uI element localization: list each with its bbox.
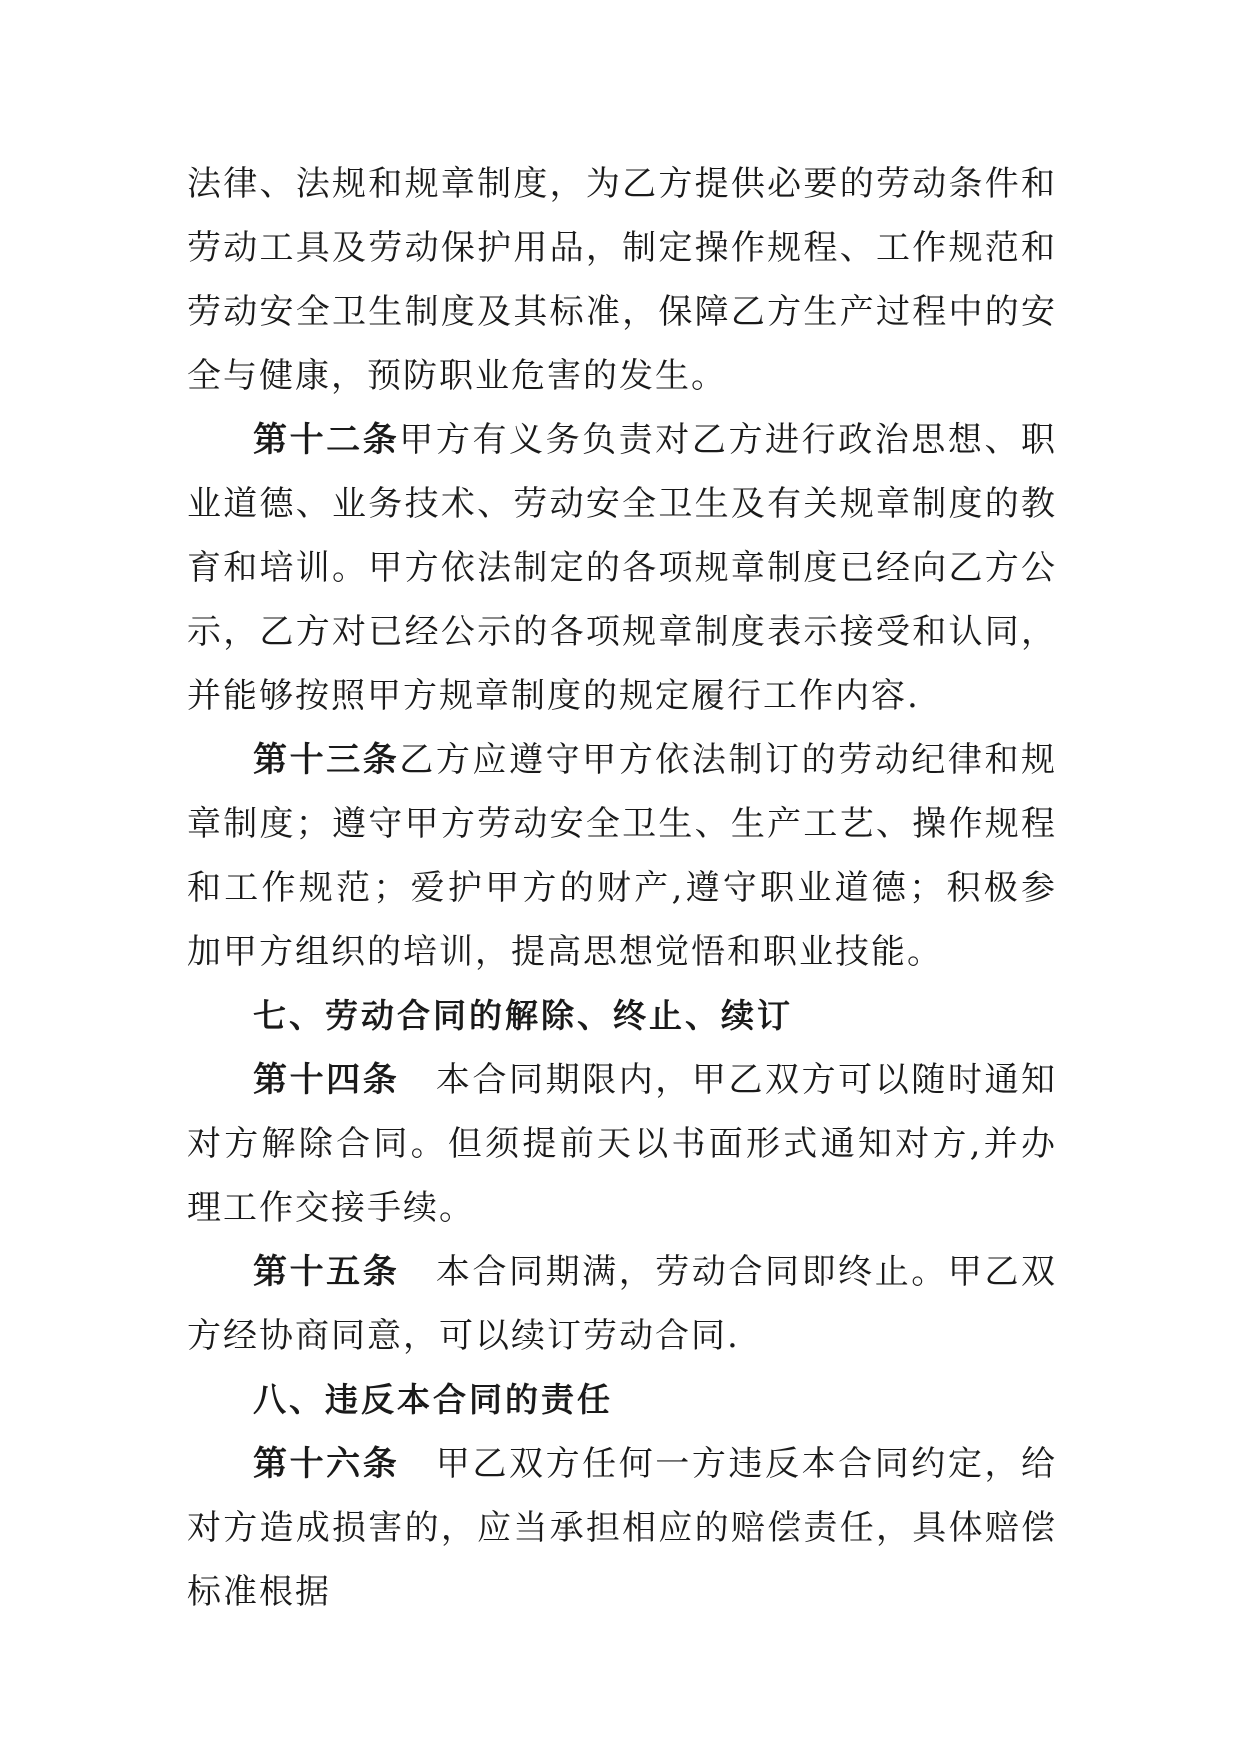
article-number: 第十三条 bbox=[253, 740, 400, 780]
paragraph-text: 法律、法规和规章制度，为乙方提供必要的劳动条件和劳动工具及劳动保护用品，制定操作规程、工作规范和劳动安全卫生制度及其标准，保障乙方生产过程中的安全与健康，预防职业危害的发生。 bbox=[187, 164, 1057, 396]
article-text: 甲乙双方任何一方违反本合同约定，给对方造成损害的，应当承担相应的赔偿责任，具体赔偿标准根据 bbox=[187, 1444, 1058, 1612]
article-number: 第十四条 bbox=[253, 1060, 400, 1100]
article-number: 第十六条 bbox=[253, 1444, 400, 1484]
section-heading-liability: 八、违反本合同的责任 bbox=[253, 1380, 613, 1419]
section-heading-termination: 七、劳动合同的解除、终止、续订 bbox=[253, 996, 793, 1035]
contract-body bbox=[187, 152, 1057, 1624]
article-12 bbox=[187, 408, 1057, 728]
article-number: 第十五条 bbox=[253, 1252, 400, 1292]
article-number: 第十二条 bbox=[253, 420, 400, 460]
article-text: 乙方应遵守甲方依法制订的劳动纪律和规章制度；遵守甲方劳动安全卫生、生产工艺、操作规程和工作规范；爱护甲方的财产,遵守职业道德；积极参加甲方组织的培训，提高思想觉悟和职业技能。 bbox=[187, 740, 1058, 972]
article-16 bbox=[187, 1432, 1057, 1624]
article-15 bbox=[187, 1240, 1057, 1368]
article-text: 甲方有义务负责对乙方进行政治思想、职业道德、业务技术、劳动安全卫生及有关规章制度的教育和培训。甲方依法制定的各项规章制度已经向乙方公示，乙方对已经公示的各项规章制度表示接受和认同，并能够按照甲方规章制度的规定履行工作内容. bbox=[187, 420, 1058, 716]
article-13 bbox=[187, 728, 1057, 984]
article-14 bbox=[187, 1048, 1057, 1240]
article-text: 本合同期限内，甲乙双方可以随时通知对方解除合同。但须提前天以书面形式通知对方,并办理工作交接手续。 bbox=[187, 1060, 1058, 1228]
article-text: 本合同期满，劳动合同即终止。甲乙双方经协商同意，可以续订劳动合同. bbox=[187, 1252, 1058, 1356]
paragraph-employer-obligations-continued bbox=[187, 152, 1057, 408]
